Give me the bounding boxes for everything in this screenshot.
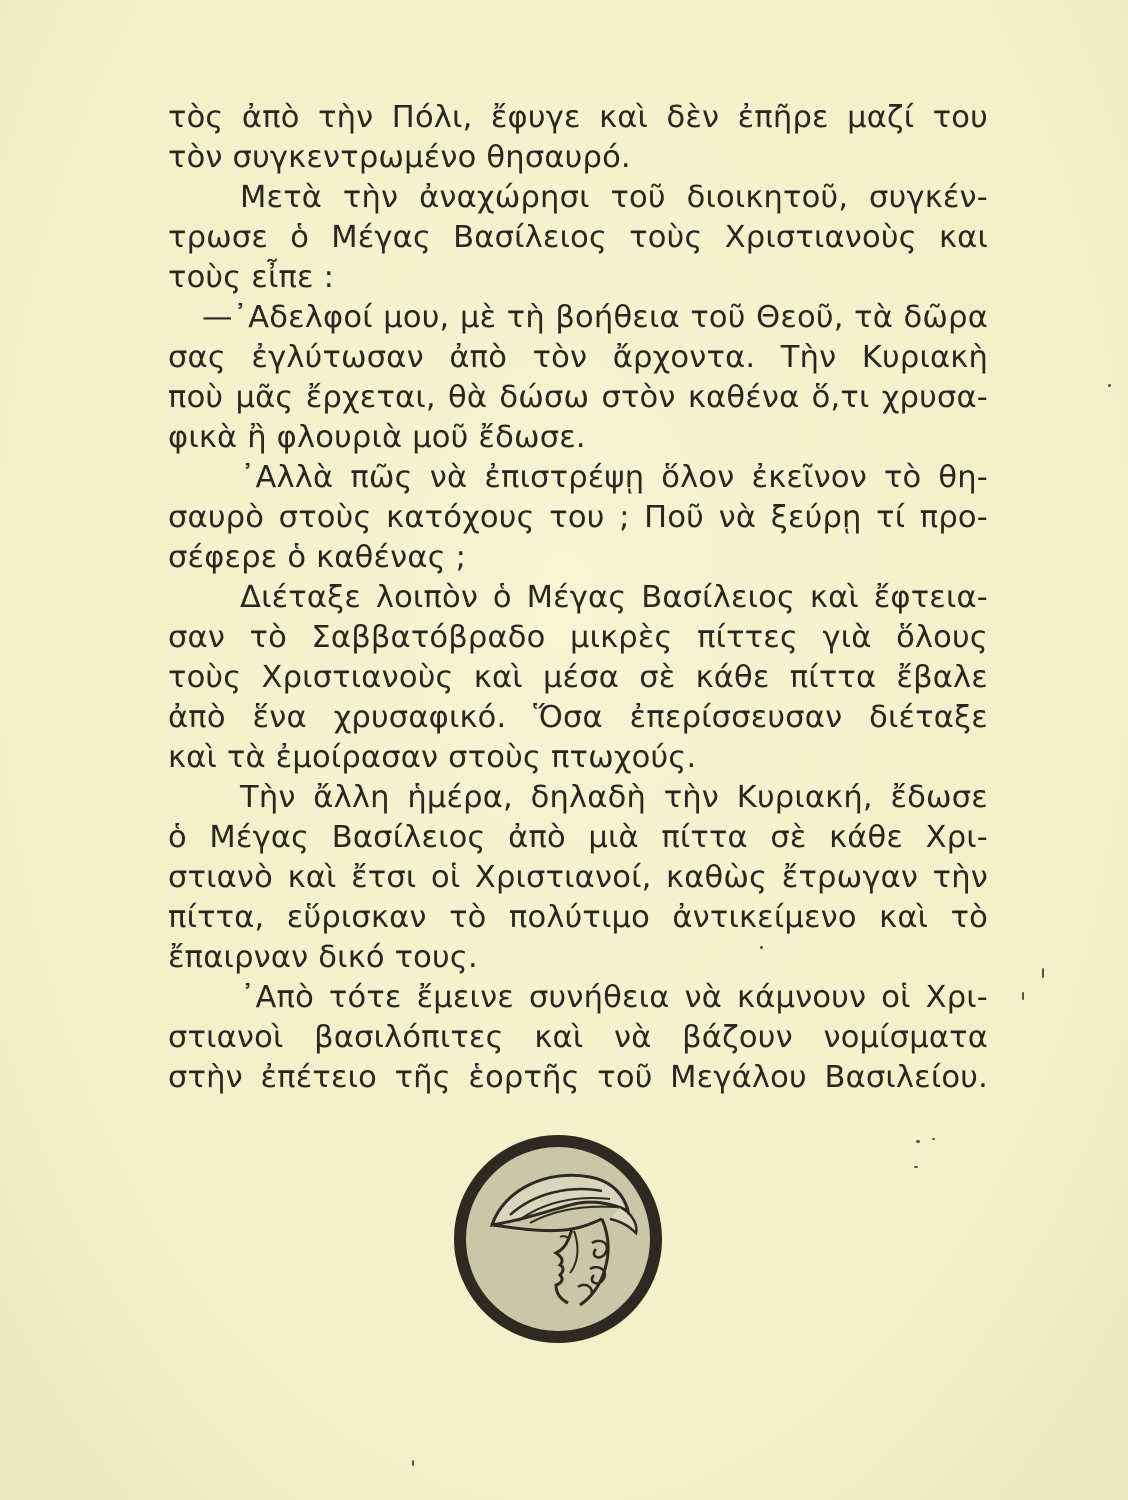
text-line: ᾿Αλλὰ πῶς νὰ ἐπιστρέψῃ ὅλον ἐκεῖνον τὸ θη-	[240, 460, 988, 495]
text-line: ποὺ μᾶς ἔρχεται, θὰ δώσω στὸν καθένα ὅ,τι χρυσα-	[168, 380, 988, 415]
text-line: σαυρὸ στοὺς κατόχους του ; Ποῦ νὰ ξεύρῃ τί προ-	[168, 500, 988, 535]
text-block	[168, 98, 988, 1098]
text-line: τοὺς Χριστιανοὺς καὶ μέσα σὲ κάθε πίττα ἔβαλε	[168, 660, 988, 695]
text-line: στὴν ἐπέτειο τῆς ἑορτῆς τοῦ Μεγάλου Βασιλείου.	[168, 1060, 988, 1095]
text-line: σαν τὸ Σαββατόβραδο μικρὲς πίττες γιὰ ὅλους	[168, 620, 988, 655]
scan-speck	[916, 1140, 920, 1143]
text-line: ἀπὸ ἕνα χρυσαφικό. Ὅσα ἐπερίσσευσαν διέταξε	[168, 700, 988, 735]
scan-speck	[1108, 384, 1111, 387]
text-line: καὶ τὰ ἐμοίρασαν στοὺς πτωχούς.	[168, 740, 697, 775]
scan-speck	[932, 1138, 935, 1140]
text-line: —᾿Αδελφοί μου, μὲ τὴ βοήθεια τοῦ Θεοῦ, τὰ δῶρα	[202, 300, 988, 335]
text-line: σέφερε ὁ καθένας ;	[168, 540, 467, 575]
text-line: τρωσε ὁ Μέγας Βασίλειος τοὺς Χριστιανοὺς και	[168, 220, 988, 255]
text-line: ᾿Απὸ τότε ἔμεινε συνήθεια νὰ κάμνουν οἱ Χρι-	[240, 980, 988, 1015]
text-line: τὸν συγκεντρωμένο θησαυρό.	[168, 140, 631, 175]
text-line: Διέταξε λοιπὸν ὁ Μέγας Βασίλειος καὶ ἔφτεια-	[240, 580, 988, 615]
text-line: σας ἐγλύτωσαν ἀπὸ τὸν ἄρχοντα. Τὴν Κυριακὴ	[168, 340, 988, 375]
scan-speck	[760, 946, 763, 949]
scan-speck	[1022, 992, 1024, 1000]
text-line: τοὺς εἶπε :	[168, 260, 335, 295]
text-line: ὁ Μέγας Βασίλειος ἀπὸ μιὰ πίττα σὲ κάθε Χρι-	[168, 820, 988, 855]
text-line: στιανοὶ βασιλόπιτες καὶ νὰ βάζουν νομίσματα	[168, 1020, 988, 1055]
text-line: Τὴν ἄλλη ἡμέρα, δηλαδὴ τὴν Κυριακή, ἔδωσε	[240, 780, 988, 815]
athena-helmet-emblem-icon	[452, 1133, 664, 1345]
scan-speck	[1042, 968, 1044, 978]
text-line: στιανὸ καὶ ἔτσι οἱ Χριστιανοί, καθὼς ἔτρωγαν τὴν	[168, 860, 988, 895]
text-line: Μετὰ τὴν ἀναχώρησι τοῦ διοικητοῦ, συγκέν-	[240, 180, 988, 215]
text-line: ἔπαιρναν δικό τους.	[168, 940, 478, 975]
text-line: τὸς ἀπὸ τὴν Πόλι, ἔφυγε καὶ δὲν ἐπῆρε μαζί του	[168, 100, 988, 135]
scan-speck	[914, 1166, 918, 1168]
text-line: φικὰ ἢ φλουριὰ μοῦ ἔδωσε.	[168, 420, 586, 455]
text-line: πίττα, εὕρισκαν τὸ πολύτιμο ἀντικείμενο καὶ τὸ	[168, 900, 988, 935]
scan-speck	[412, 1460, 414, 1466]
